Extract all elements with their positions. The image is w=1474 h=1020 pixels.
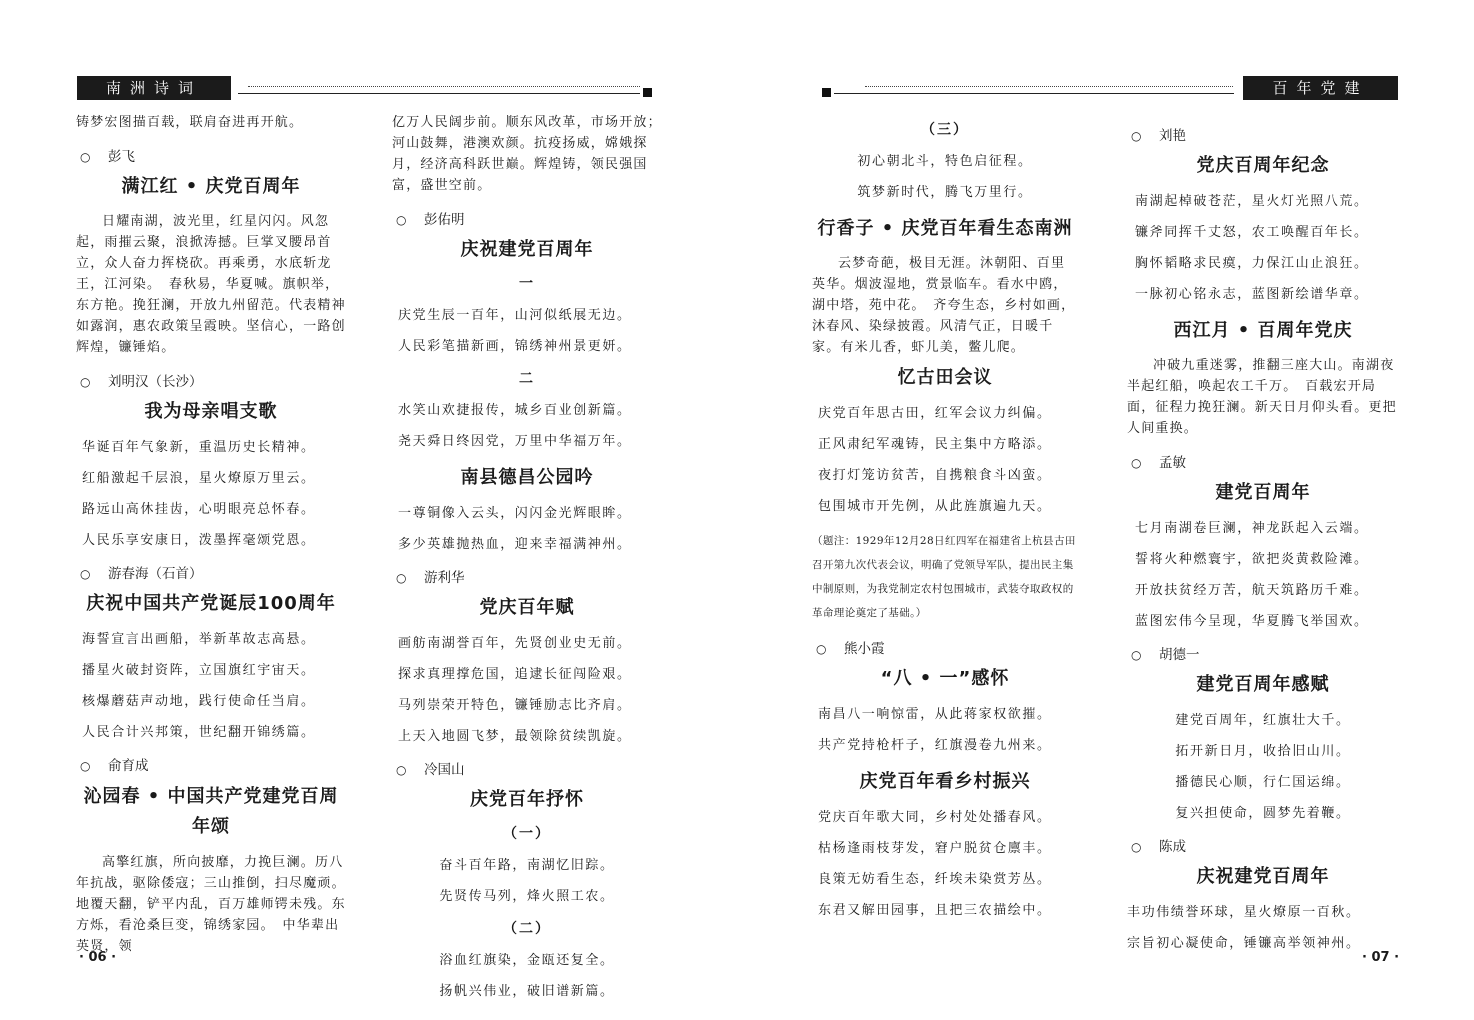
poem-body: 高擎红旗，所向披靡，力挽巨澜。历八年抗战，驱除倭寇；三山推倒，扫尽魔顽。地覆天翻，铲平内乱，百万雄师锷未残。东方烁，看沧桑巨变，锦绣家园。 中华辈出英贤，领 — [76, 855, 346, 954]
poem-body — [812, 405, 1078, 516]
poem-line: 浴血红旗染，金瓯还复全。 — [439, 953, 615, 968]
poem-line: 人民合计兴邦策，世纪翻开锦绣篇。 — [82, 725, 316, 740]
poem-line: 南湖起棹破苍茫，星火灯光照八荒。 — [1135, 194, 1369, 209]
poem-line: 初心朝北斗，特色启征程。 — [857, 154, 1033, 169]
poem-line: 华诞百年气象新，重温历史长精神。 — [82, 440, 316, 455]
author-name: 陈成 — [1159, 839, 1186, 855]
poem-line: 开放扶贫经万苦，航天筑路历千难。 — [1135, 583, 1369, 598]
poem-line: 人民彩笔描新画，锦绣神州景更妍。 — [398, 339, 632, 354]
poem-body — [1127, 712, 1399, 823]
poem-line: 南昌八一响惊雷，从此蒋家权欲摧。 — [818, 707, 1052, 722]
author-name: 游春海（石首） — [108, 566, 203, 582]
circle-bullet-icon: ○ — [1131, 456, 1142, 470]
poem-body — [392, 635, 662, 746]
poem-line: 扬帆兴伟业，破旧谱新篇。 — [439, 984, 615, 999]
poem-line: 宗旨初心凝使命，锤镰高举领神州。 — [1127, 936, 1361, 951]
author-line — [392, 210, 662, 230]
column-2 — [392, 112, 662, 1014]
right-section-tab: 百年党建 — [1243, 76, 1398, 100]
author-name: 刘明汉（长沙） — [108, 374, 203, 390]
author-name: 彭飞 — [108, 149, 135, 165]
poem-title: 庆祝中国共产党诞辰100周年 — [86, 593, 336, 614]
poem-continuation: 亿万人民阔步前。顺东风改革，市场开放；河山鼓舞，港澳欢颜。抗疫扬威，嫦娥探月，经济高科跃世巅。辉煌铸，领民强国富，盛世空前。 — [392, 115, 662, 193]
poem-section-number: （三） — [921, 122, 969, 138]
author-name: 胡德一 — [1159, 647, 1200, 663]
author-line — [76, 756, 346, 776]
author-line — [76, 147, 346, 167]
circle-bullet-icon: ○ — [396, 213, 407, 227]
left-section-tab: 南洲诗词 — [77, 76, 231, 100]
column-3 — [812, 112, 1078, 933]
poem-body — [76, 439, 346, 550]
poem-line: 尧天舜日终因党，万里中华福万年。 — [398, 434, 632, 449]
poem-section-number: （一） — [503, 826, 551, 842]
poem-line: 播德民心顺，行仁国运绵。 — [1175, 775, 1351, 790]
poem-title: 沁园春 • 中国共产党建党百周年颂 — [83, 786, 339, 837]
poem-title: 行香子 • 庆党百年看生态南洲 — [817, 218, 1073, 239]
circle-bullet-icon: ○ — [816, 642, 827, 656]
poem-continuation: 铸梦宏图描百载，联肩奋进再开航。 — [76, 115, 304, 130]
author-line — [1127, 837, 1399, 857]
circle-bullet-icon: ○ — [396, 763, 407, 777]
poem-title: 庆祝建党百周年 — [460, 239, 594, 260]
poem-line: 包围城市开先例，从此旌旗遍九天。 — [818, 499, 1052, 514]
poem-title: 庆党百年抒怀 — [470, 789, 584, 810]
poem-line: 良策无妨看生态，纤埃未染赏芳丛。 — [818, 872, 1052, 887]
author-line — [76, 564, 346, 584]
poem-line: 蓝图宏伟今呈现，华夏腾飞举国欢。 — [1135, 614, 1369, 629]
poem-line: 共产党持枪杆子，红旗漫卷九州来。 — [818, 738, 1052, 753]
poem-line: 探求真理撑危国，追逮长征闯险艰。 — [398, 667, 632, 682]
poem-body: 冲破九重迷雾，推翻三座大山。南湖夜半起红船，唤起农工千万。 百载宏开局面，征程力挽狂澜。新天日月仰头看。更把人间重换。 — [1127, 358, 1397, 436]
poem-line: 党庆百年歌大同，乡村处处播春风。 — [818, 810, 1052, 825]
poem-line: 七月南湖卷巨澜，神龙跃起入云端。 — [1135, 521, 1369, 536]
poem-line: 拓开新日月，收拾旧山川。 — [1175, 744, 1351, 759]
author-line — [1127, 126, 1399, 146]
circle-bullet-icon: ○ — [80, 150, 91, 164]
poem-body: 云梦奇葩，极目无涯。沐朝阳、百里英华。烟波湿地，赏景临车。看水中鸥，湖中塔，苑中花。 齐夸生态，乡村如画，沐春风、染绿披霞。风清气正，日暖千家。有米儿香，虾儿美，鳖儿爬。 — [812, 256, 1076, 355]
poem-body — [392, 857, 662, 906]
poem-line: 筑梦新时代，腾飞万里行。 — [857, 185, 1033, 200]
poem-title: 庆祝建党百周年 — [1196, 866, 1330, 887]
circle-bullet-icon: ○ — [80, 567, 91, 581]
poem-title: “八 • 一”感怀 — [880, 668, 1010, 689]
poem-body: 日耀南湖，波光里，红星闪闪。风忽起，雨摧云聚，浪掀涛撼。巨掌叉腰昂首立，众人奋力挥桡砍。再乘勇，水底斩龙王，江河染。 春秋易，华夏喊。旗帜举，东方艳。挽狂澜，开放九州留范。代表精神如露润，惠农政策呈霞映。坚信心，一路创辉煌，镰锤焰。 — [76, 214, 346, 355]
poem-title: 建党百周年感赋 — [1196, 674, 1330, 695]
author-name: 彭佑明 — [424, 212, 465, 228]
poem-line: 核爆蘑菇声动地，践行使命任当肩。 — [82, 694, 316, 709]
right-header-square-icon — [822, 88, 831, 97]
poem-line: 上天入地圆飞梦，最领除贫续凯旋。 — [398, 729, 632, 744]
author-line — [76, 372, 346, 392]
poem-line: 丰功伟绩誉环球，星火燎原一百秋。 — [1127, 905, 1361, 920]
poem-section-number: 一 — [519, 276, 535, 292]
poem-body — [812, 153, 1078, 202]
poem-line: 画舫南湖誉百年，先贤创业史无前。 — [398, 636, 632, 651]
poem-line: 多少英雄抛热血，迎来幸福满神州。 — [398, 537, 632, 552]
poem-line: 奋斗百年路，南湖忆旧踪。 — [439, 858, 615, 873]
poem-section-number: 二 — [519, 371, 535, 387]
author-line — [1127, 453, 1399, 473]
author-name: 冷国山 — [424, 762, 465, 778]
column-1 — [76, 112, 346, 957]
left-header-rule — [238, 93, 640, 94]
author-line — [392, 568, 662, 588]
poem-title: 满江红 • 庆党百周年 — [121, 176, 301, 197]
author-name: 孟敏 — [1159, 455, 1186, 471]
column-4 — [1127, 112, 1399, 966]
poem-body — [1127, 520, 1399, 631]
poem-title: 忆古田会议 — [897, 367, 993, 388]
poem-line: 马列崇荣开特色，镰锤励志比齐肩。 — [398, 698, 632, 713]
page-number-right: · 07 · — [1362, 950, 1400, 965]
poem-line: 建党百周年，红旗壮大千。 — [1175, 713, 1351, 728]
poem-line: 庆党百年思古田，红军会议力纠偏。 — [818, 406, 1052, 421]
poem-line: 夜打灯笼访贫苦，自携粮食斗凶蛮。 — [818, 468, 1052, 483]
circle-bullet-icon: ○ — [1131, 648, 1142, 662]
poem-body — [1127, 193, 1399, 304]
poem-line: 镰斧同挥千丈怒，农工唤醒百年长。 — [1135, 225, 1369, 240]
poem-title: 建党百周年 — [1215, 482, 1311, 503]
poem-line: 先贤传马列，烽火照工农。 — [439, 889, 615, 904]
poem-line: 海誓宣言出画船，举新革故志高悬。 — [82, 632, 316, 647]
poem-line: 红船激起千层浪，星火燎原万里云。 — [82, 471, 316, 486]
poem-body — [392, 307, 662, 356]
poem-line: 水笑山欢捷报传，城乡百业创新篇。 — [398, 403, 632, 418]
right-header-rule — [834, 93, 1234, 94]
poem-line: 枯杨逢雨枝芽发，窘户脱贫仓廪丰。 — [818, 841, 1052, 856]
poem-body — [76, 631, 346, 742]
author-name: 熊小霞 — [844, 641, 885, 657]
author-line — [392, 760, 662, 780]
poem-title: 我为母亲唱支歌 — [144, 401, 278, 422]
author-name: 刘艳 — [1159, 128, 1186, 144]
poem-title: 党庆百周年纪念 — [1196, 155, 1330, 176]
author-name: 游利华 — [424, 570, 465, 586]
poem-line: 播星火破封资阵，立国旗红宇宙天。 — [82, 663, 316, 678]
author-name: 俞育成 — [108, 758, 149, 774]
poem-footnote: （题注：1929年12月28日红四军在福建省上杭县古田召开第九次代表会议，明确了党领导军队，提出民主集中制原则，为我党制定农村包围城市，武装夺取政权的革命理论奠定了基础。） — [812, 535, 1076, 619]
poem-body — [392, 402, 662, 451]
poem-line: 路远山高休挂齿，心明眼亮总怀春。 — [82, 502, 316, 517]
author-line — [1127, 645, 1399, 665]
poem-line: 东君又解田园事，且把三农描绘中。 — [818, 903, 1052, 918]
poem-line: 誓将火种燃寰宇，欲把炎黄救险滩。 — [1135, 552, 1369, 567]
poem-line: 胸怀韬略求民瘼，力保江山止浪狂。 — [1135, 256, 1369, 271]
circle-bullet-icon: ○ — [1131, 129, 1142, 143]
poem-line: 庆党生辰一百年，山河似纸展无边。 — [398, 308, 632, 323]
poem-title: 庆党百年看乡村振兴 — [859, 771, 1031, 792]
poem-line: 一尊铜像入云头，闪闪金光辉眼眸。 — [398, 506, 632, 521]
poem-body — [1127, 904, 1399, 953]
left-header-square-icon — [643, 88, 652, 97]
poem-line: 复兴担使命，圆梦先着鞭。 — [1175, 806, 1351, 821]
circle-bullet-icon: ○ — [396, 571, 407, 585]
poem-body — [812, 706, 1078, 755]
right-header-dotted-rule — [865, 86, 1233, 87]
poem-body — [812, 809, 1078, 920]
left-header-dotted-rule — [248, 86, 640, 87]
circle-bullet-icon: ○ — [80, 759, 91, 773]
poem-line: 正风肃纪军魂铸，民主集中方略添。 — [818, 437, 1052, 452]
circle-bullet-icon: ○ — [80, 375, 91, 389]
poem-line: 人民乐享安康日，泼墨挥毫颂党恩。 — [82, 533, 316, 548]
poem-section-number: （二） — [503, 921, 551, 937]
poem-body — [392, 952, 662, 1001]
author-line — [812, 639, 1078, 659]
poem-title: 党庆百年赋 — [479, 597, 575, 618]
page-number-left: · 06 · — [79, 950, 117, 965]
poem-line: 一脉初心铭永志，蓝图新绘谱华章。 — [1135, 287, 1369, 302]
poem-body — [392, 505, 662, 554]
circle-bullet-icon: ○ — [1131, 840, 1142, 854]
poem-title: 南县德昌公园吟 — [460, 467, 594, 488]
poem-title: 西江月 • 百周年党庆 — [1173, 320, 1353, 341]
